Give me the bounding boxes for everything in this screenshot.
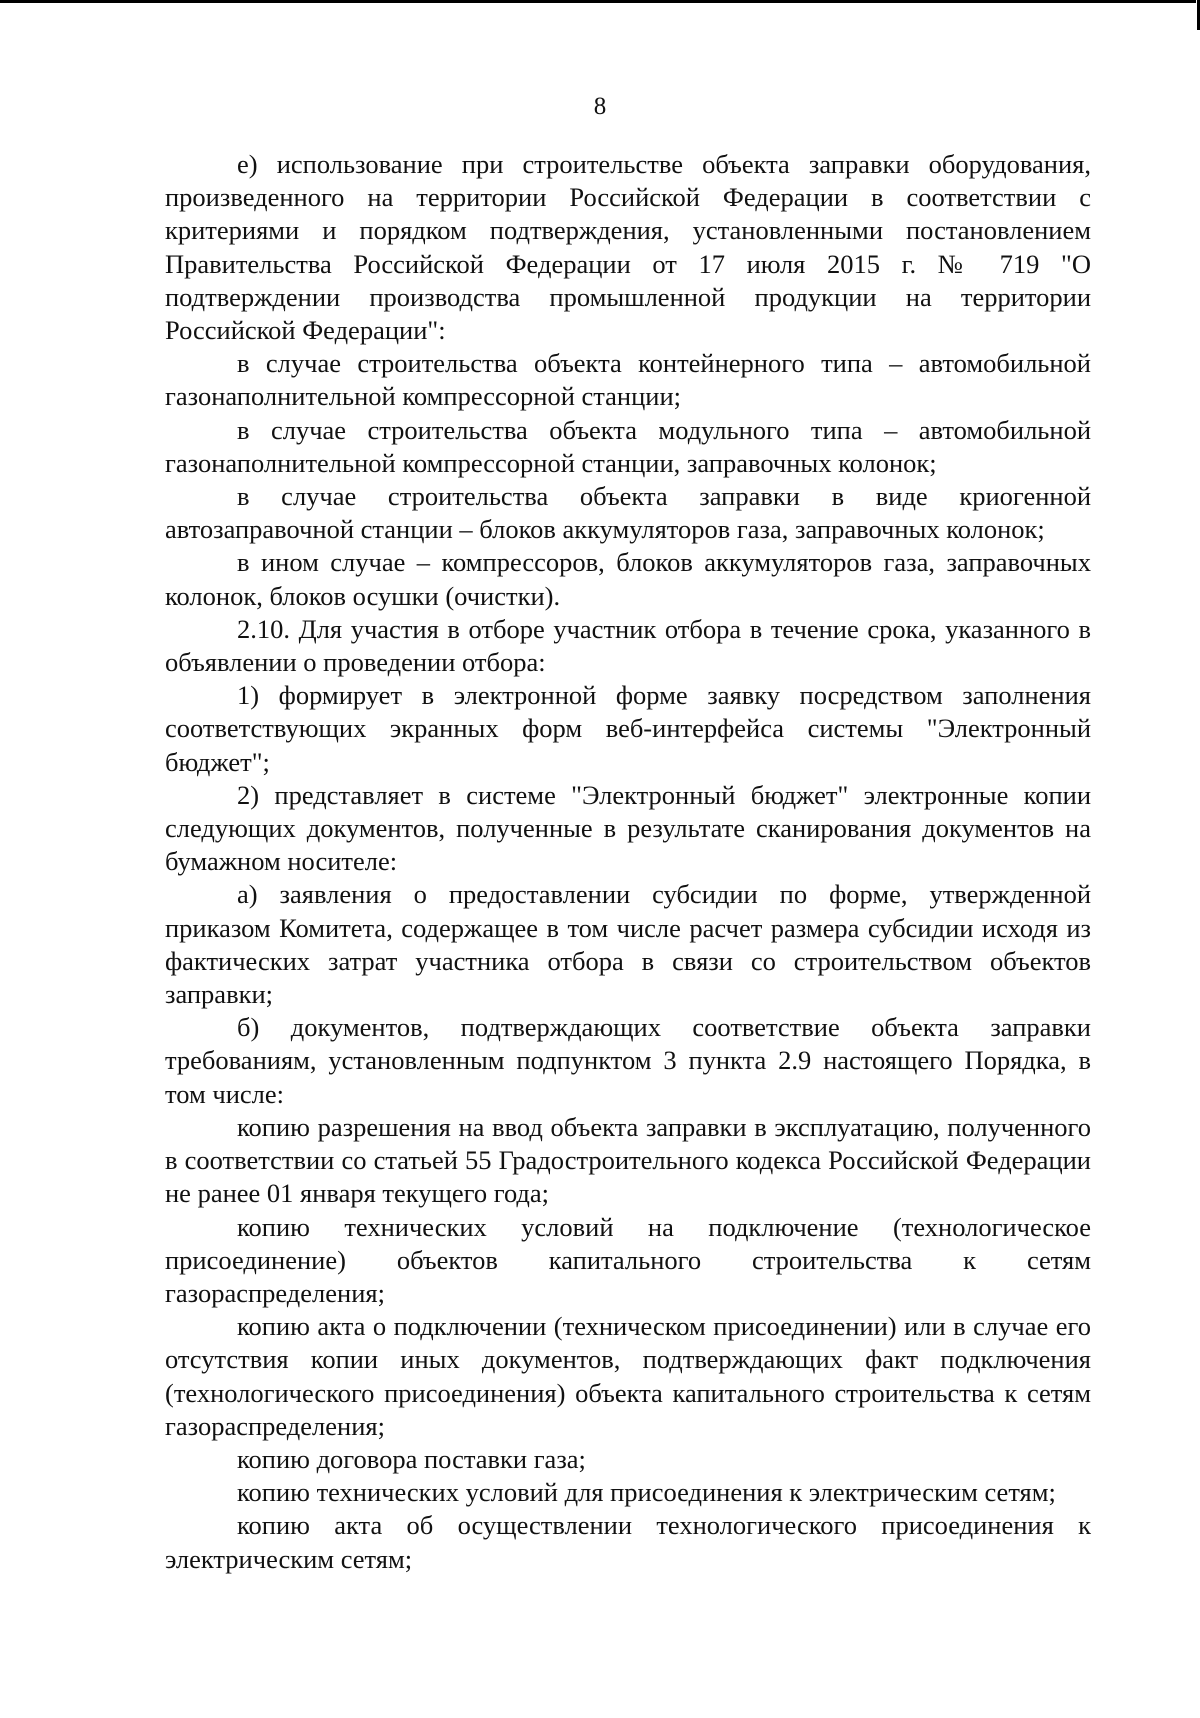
paragraph-technical-conditions-electric: копию технических условий для присоединения к электрическим сетям; [237,1477,1056,1508]
paragraph-gas-supply-contract: копию договора поставки газа; [237,1443,586,1474]
paragraph-permit-copy: копию разрешения на ввод объекта заправки в эксплуатацию, полученного в соответствии со статьей 55 Градостроительного кодекса Российской Федерации не ранее 01 января текущего года; [165,1111,1091,1209]
paragraph-cryogenic: в случае строительства объекта заправки в виде криогенной автозаправочной станции – блоков аккумуляторов газа, заправочных колонок; [165,481,1091,545]
paragraph-other-case: в ином случае – компрессоров, блоков аккумуляторов газа, заправочных колонок, блоков осушки (очистки). [165,547,1091,611]
scan-border-top [0,0,1196,3]
paragraph-connection-act: копию акта о подключении (техническом присоединении) или в случае его отсутствия копии иных документов, подтверждающих факт подключения (технологического присоединения) объекта капитального строительства к сетям газораспределения; [165,1311,1091,1441]
paragraph-item-2: 2) представляет в системе "Электронный бюджет" электронные копии следующих документов, полученные в результате сканирования документов на бумажном носителе: [165,779,1091,877]
paragraph-item-a: а) заявления о предоставлении субсидии по форме, утвержденной приказом Комитета, содержащее в том числе расчет размера субсидии исходя из фактических затрат участника отбора в связи со строительством объектов заправки; [165,879,1091,1010]
paragraph-item-b: б) документов, подтверждающих соответствие объекта заправки требованиям, установленным подпунктом 3 пункта 2.9 настоящего Порядка, в том числе: [165,1012,1091,1109]
paragraph-electric-connection-act: копию акта об осуществлении технологического присоединения к электрическим сетям; [165,1510,1091,1574]
paragraph-2-10: 2.10. Для участия в отборе участник отбора в течение срока, указанного в объявлении о проведении отбора: [165,613,1091,678]
paragraph-e: е) использование при строительстве объекта заправки оборудования, произведенного на территории Российской Федерации в соответствии с критериями и порядком подтверждения, установленными постановлением Правительства Российской Федерации от 17 июля 2015 г. № 719 "О подтверждении производства промышленной продукции на территории Российской Федерации": [165,149,1091,346]
document-body [165,148,1091,1576]
page-number: 8 [593,93,607,120]
paragraph-modular-type: в случае строительства объекта модульного типа – автомобильной газонаполнительной компрессорной станции, заправочных колонок; [165,414,1091,478]
paragraph-item-1: 1) формирует в электронной форме заявку посредством заполнения соответствующих экранных форм веб-интерфейса системы "Электронный бюджет"; [165,680,1091,777]
paragraph-technical-conditions-gas: копию технических условий на подключение (технологическое присоединение) объектов капитального строительства к сетям газораспределения; [165,1211,1091,1308]
paragraph-container-type: в случае строительства объекта контейнерного типа – автомобильной газонаполнительной компрессорной станции; [165,348,1091,412]
